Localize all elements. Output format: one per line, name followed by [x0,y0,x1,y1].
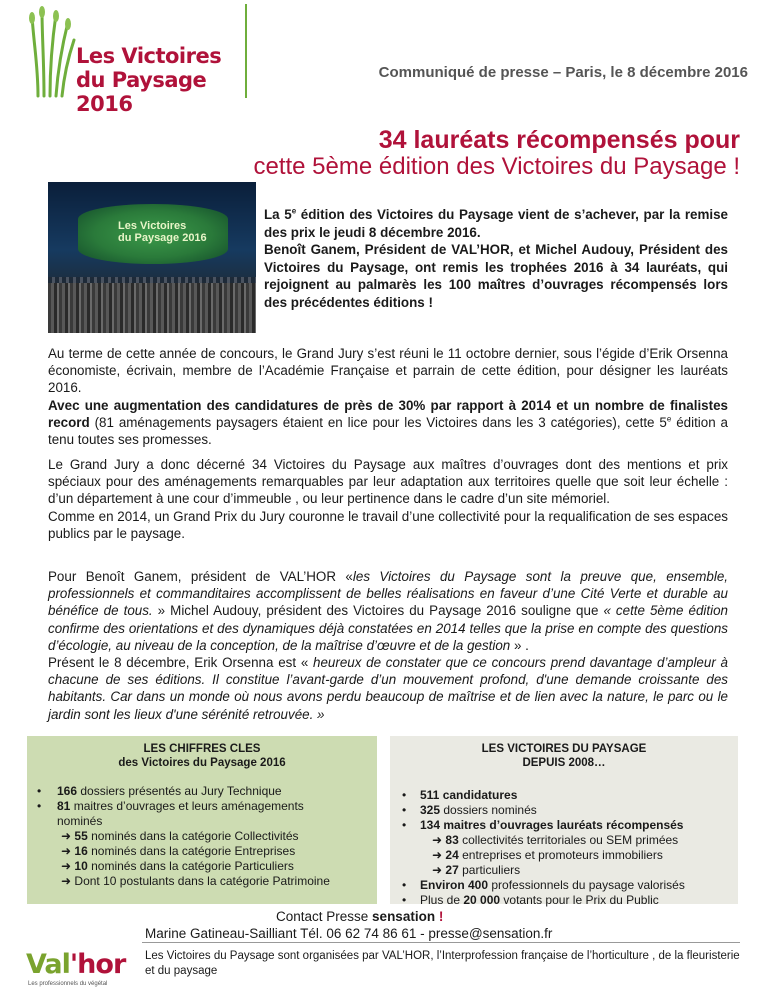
press-release-dateline: Communiqué de presse – Paris, le 8 décembre 2016 [378,64,748,81]
event-logo [24,6,246,116]
body-text: » Michel Audouy, président des Victoires du Paysage 2016 souligne que [152,603,604,619]
key-figures-box [27,736,377,904]
quote-text: heureux de constater que ce concours prend davantage d’ampleur à chacune de ses éditions. Il constitue l’avant-garde d’un mouvement profond, d'une demande croissante des habitants. Car dans un monde où nous avons perdu beaucoup de maîtrise et de lien avec la nature, le parc ou le jardin sont les lieux d'une sérénité retrouvée. » [48,655,728,722]
figure-number: 10 [74,859,88,873]
lead-text: édition des Victoires du Paysage vient de s’achever, par la remise des prix le jeudi 8 décembre 2016. [264,207,728,240]
screen-text-2: du Paysage 2016 [118,232,207,244]
figure-text: maitres d’ouvrages et leurs aménagements [70,799,304,813]
sub-list-item [27,829,377,844]
box-title: LES CHIFFRES CLES [143,743,261,755]
body-text: Présent le 8 décembre, Erik Orsenna est « [48,655,314,671]
arrow-icon: ➜ [432,863,443,877]
logo-title-line1: Les Victoires [76,44,222,68]
figure-number: 83 [445,833,459,847]
list-item [390,788,738,803]
body-section-2 [48,456,728,542]
figure-text: nominés dans la catégorie Collectivités [87,829,299,843]
list-item [390,803,738,818]
contact-label: Contact Presse [276,909,373,924]
grass-logo-icon [28,6,76,98]
sub-list-item [390,848,738,863]
figure-number: 24 [445,848,459,862]
arrow-icon: ➜ [432,848,443,862]
figure-text: entreprises et promoteurs immobiliers [458,848,663,862]
figure-text: collectivités territoriales ou SEM primées [458,833,679,847]
figure-number: 55 [74,829,88,843]
figure-number: 81 [57,799,71,813]
valhor-logo [26,945,126,991]
figure-text: votants pour le Prix du Public [500,893,659,907]
organizer-note: Les Victoires du Paysage sont organisées par VAL’HOR, l’Interprofession française de l’horticulture , de la fleuristerie et du paysage [145,950,740,977]
body-section-3 [48,568,728,723]
sub-list-item [390,863,738,878]
figure-number: 27 [445,863,459,877]
agency-mark: ! [435,909,444,924]
valhor-wordmark: Val [26,949,70,980]
figure-text: 511 candidatures [420,788,518,802]
list-item [390,893,738,908]
footer-divider [142,942,740,943]
sub-list-item [390,833,738,848]
figure-text: particuliers [458,863,521,877]
lead-text-2: Benoît Ganem, Président de VAL’HOR, et Michel Audouy, Président des Victoires du Paysage, ont remis les trophées 2016 à 34 lauréats, qui rejoignent au palmarès les 100 maîtres d’ouvrages récompensés lors des précédentes éditions ! [264,242,728,310]
figure-number: 166 [57,784,78,798]
figure-text: nominés dans la catégorie Entreprises [87,844,296,858]
arrow-icon: ➜ [61,859,72,873]
arrow-icon: ➜ [432,833,443,847]
body-paragraph: Au terme de cette année de concours, le Grand Jury s’est réuni le 11 octobre dernier, sous l’égide d’Erik Orsenna économiste, écrivain, membre de l’Académie Française et parrain de cette édition, pour désigner les lauréats 2016. [48,346,728,396]
ceremony-photo [48,182,256,333]
box-subtitle: des Victoires du Paysage 2016 [118,757,286,769]
figure-number: 20 000 [463,893,501,907]
lead-text: La 5 [264,207,292,222]
sub-list-item [27,844,377,859]
sub-list-item [27,859,377,874]
body-section-1 [48,345,728,448]
list-item [390,878,738,893]
figure-text: Dont 10 postulants dans la catégorie Patrimoine [74,874,330,888]
body-text: Pour Benoît Ganem, président de VAL’HOR « [48,569,353,584]
lead-sup: e [291,206,297,216]
figure-number: Environ 400 [420,878,489,892]
press-contact-details: Marine Gatineau-Sailliant Tél. 06 62 74 86 61 - presse@sensation.fr [145,926,553,941]
body-bold-text: Avec une augmentation des candidatures de près de 30% par rapport à 2014 et un nombre de finalistes record [48,397,728,430]
figure-text: dossiers nominés [440,803,537,817]
figure-text: 134 maitres d’ouvrages lauréats récompensés [420,818,684,832]
quote-text: les Victoires du Paysage sont la preuve que, ensemble, professionnels et commanditaires accomplissent de belles réalisations en faveur d’une Cité Verte et durable au bénéfice de tous. [48,569,728,619]
lead-paragraph [264,206,728,311]
body-text: » . [510,637,529,653]
screen-text-1: Les Victoires [118,220,187,232]
arrow-icon: ➜ [61,874,72,888]
box-subtitle: DEPUIS 2008… [522,757,606,769]
list-item [27,799,377,814]
arrow-icon: ➜ [61,829,72,843]
body-paragraph: Comme en 2014, un Grand Prix du Jury couronne le travail d’une collectivité pour la requalification de ses espaces publics par le paysage. [48,508,728,541]
header-divider [245,4,247,98]
arrow-icon: ➜ [61,844,72,858]
box-title: LES VICTOIRES DU PAYSAGE [481,743,647,755]
body-sup: e [666,414,672,424]
logo-title-line2: du Paysage 2016 [76,68,207,116]
press-contact-label [276,909,443,924]
body-paragraph: Le Grand Jury a donc décerné 34 Victoires du Paysage aux maîtres d’ouvrages dont des mentions et prix spéciaux pour des aménagements remarquables par leur adaptation aux territoires quelle que soit leur échelle : d’un département à une cour d’immeuble , ou leur pertinence dans le cadre d’un site mémoriel. [48,457,728,507]
quote-text: « cette 5ème édition confirme des orientations et des dynamiques déjà constatées en 2014 telles que la prise en compte des questions d’écologie, au niveau de la conception, de la maîtrise d’œuvre et de la gestion [48,603,728,653]
valhor-tagline: Les professionnels du végétal [28,981,108,987]
figure-text: Plus de [420,893,464,907]
figure-text: professionnels du paysage valorisés [488,878,685,892]
body-text: édition a tenu toutes ses promesses. [48,414,728,448]
headline-line2: cette 5ème édition des Victoires du Paysage ! [253,153,740,180]
figure-number: 325 [420,803,441,817]
figure-number: 16 [74,844,88,858]
figure-text: nominés dans la catégorie Particuliers [87,859,294,873]
body-text: (81 aménagements paysagers étaient en lice pour les Victoires dans les 3 catégories), cette 5 [89,414,667,430]
valhor-wordmark-accent: 'hor [69,949,126,980]
headline-line1: 34 lauréats récompensés pour [378,126,740,154]
history-box [390,736,738,907]
crowd-front [48,283,256,333]
sub-list-item [27,874,377,889]
list-item [390,818,738,833]
figure-text: dossiers présentés au Jury Technique [77,784,282,798]
list-item-continuation: nominés [57,814,103,828]
stage-screen [78,204,228,264]
agency-name: sensation [372,909,436,924]
list-item [27,784,377,799]
